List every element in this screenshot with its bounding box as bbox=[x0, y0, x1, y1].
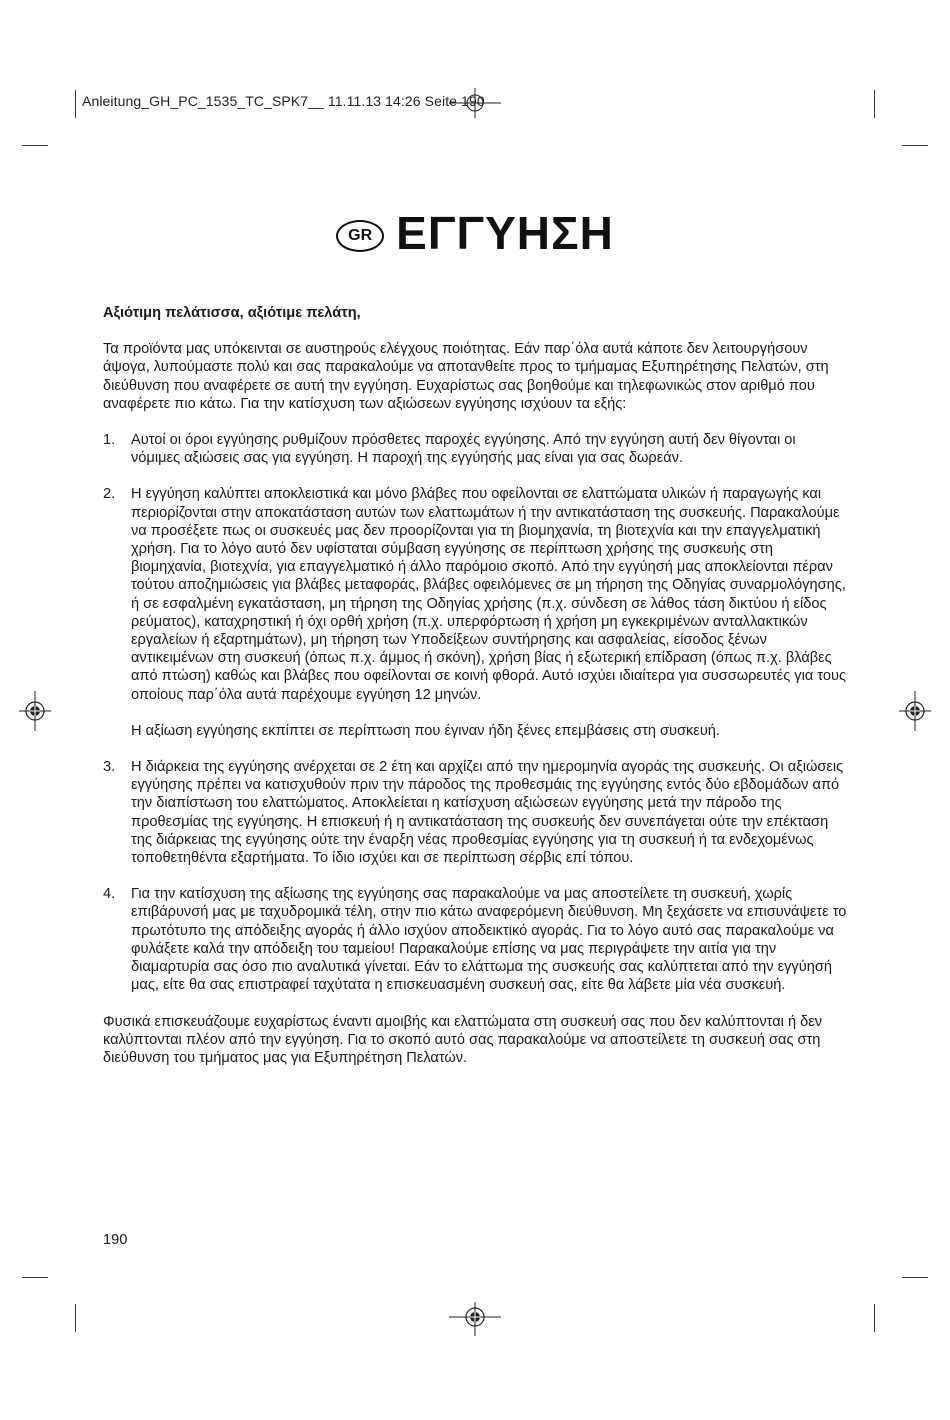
list-item bbox=[103, 885, 848, 994]
item-text: Αυτοί οι όροι εγγύησης ρυθμίζουν πρόσθετες παροχές εγγύησης. Από την εγγύηση αυτή δεν θίγονται οι νόμιμες αξιώσεις σας για εγγύηση. Η παροχή της εγγύησής μας είναι για σας δωρεάν. bbox=[131, 432, 796, 467]
crop-mark-top-right-h bbox=[902, 145, 928, 146]
page-title: ΕΓΓΥΗΣΗ bbox=[396, 207, 614, 259]
list-item bbox=[103, 485, 848, 740]
crop-mark-bottom-left bbox=[75, 1304, 76, 1332]
item-text: Η διάρκεια της εγγύησης ανέρχεται σε 2 έτη και αρχίζει από την ημερομηνία αγοράς της συσκευής. Οι αξιώσεις εγγύησης πρέπει να κατισχυθούν πριν την πάροδος της προθεσμάις της εγγύησης εντός δύο εβδομάδων από την διαπίστωση του ελαττώματος. Αποκλείεται η κατίσχυση αξιώσεων εγγύησης μετά την πάροδο της προθεσμίας της εγγύησης. Η επισκευή ή η αντικατάσταση της συσκευής δεν συνεπάγεται ούτε την επέκταση της διάρκειας της εγγύησης ούτε την έναρξη νέας προθεσμίας εγγύησης για τη συσκευή ή τα ενδεχομένως τοποθετηθέντα εξαρτήματα. Το ίδιο ισχύει και σε περίπτωση σέρβις επί τόπου. bbox=[131, 759, 844, 867]
crop-mark-bottom-right bbox=[874, 1304, 875, 1332]
print-slug: Anleitung_GH_PC_1535_TC_SPK7__ 11.11.13 14:26 Seite 190 bbox=[82, 93, 485, 109]
crop-mark-bottom-right-h bbox=[902, 1277, 928, 1278]
closing-paragraph: Φυσικά επισκευάζουμε ευχαρίστως έναντι αμοιβής και ελαττώματα στη συσκευή σας που δεν καλύπτονται ή δεν καλύπτονται πλέον από την εγγύηση. Για το σκοπό αυτό σας παρακαλούμε να αποστείλετε τη συσκευή σας στη διεύθυνση του τμήματος μας για Εξυπηρέτηση Πελατών. bbox=[103, 1013, 823, 1066]
document-body bbox=[103, 304, 848, 1085]
registration-mark-bottom-icon bbox=[449, 1302, 501, 1336]
country-badge: GR bbox=[336, 220, 384, 252]
page-number: 190 bbox=[103, 1232, 128, 1248]
warranty-terms-list bbox=[103, 431, 848, 994]
item-number: 1. bbox=[103, 432, 116, 449]
crop-mark-top-left-h bbox=[22, 145, 48, 146]
list-item bbox=[103, 431, 848, 467]
greeting: Αξιότιμη πελάτισσα, αξιότιμε πελάτη, bbox=[103, 305, 361, 321]
crop-mark-top-right bbox=[874, 90, 875, 118]
crop-mark-top-left bbox=[75, 90, 76, 118]
item-number: 4. bbox=[103, 886, 116, 903]
item-number: 2. bbox=[103, 486, 116, 503]
crop-mark-bottom-left-h bbox=[22, 1277, 48, 1278]
registration-mark-left-icon bbox=[19, 691, 51, 731]
registration-mark-right-icon bbox=[899, 691, 931, 731]
list-item bbox=[103, 758, 848, 867]
item-text: Η εγγύηση καλύπτει αποκλειστικά και μόνο βλάβες που οφείλονται σε ελαττώματα υλικών ή παραγωγής και περιορίζονται στην αποκατάσταση αυτών των ελαττωμάτων ή την αντικατάσταση της συσκευής. Παρακαλούμε να προσέξετε πως οι συσκευές μας δεν προορίζονται για τη βιομηχανία, τη βιοτεχνία και την επαγγελματική χρήση. Για το λόγο αυτό δεν υφίσταται σύμβαση εγγύησης σε περίπτωση χρήσης της συσκευής στη βιομηχανία, βιοτεχνία, για επαγγελματικό ή άλλο παρόμοιο σκοπό. Από την εγγύησή μας αποκλείονται πέραν τούτου αποζημιώσεις για βλάβες μεταφοράς, βλάβες οφειλόμενες σε μη τήρηση της Οδηγίας συναρμολόγησης, ή σε εσφαλμένη εγκατάσταση, μη τήρηση της Οδηγίας χρήσης (π.χ. σύνδεση σε λάθος τάση δικτύου ή είδος ρεύματος), καταχρηστική ή όχι ορθή χρήση (π.χ. υπερφόρτωση ή χρήση μη εγκεκριμένων ανταλλακτικών εργαλείων ή εξαρτημάτων), μη τήρηση των Υποδείξεων συντήρησης και ασφαλείας, είσοδος ξένων αντικειμένων στη συσκευή (όπως π.χ. άμμος ή σκόνη), χρήση βίας ή εξωτερική επίδραση (όπως π.χ. βλάβες από πτώση) καθώς και βλάβες που οφείλονται σε κοινή φθορά. Αυτό ισχύει ιδιαίτερα για συσσωρευτές για τους οποίους παρ΄όλα αυτά παρέχουμε εγγύηση 12 μηνών. bbox=[131, 486, 846, 703]
item-subparagraph: Η αξίωση εγγύησης εκπίπτει σε περίπτωση που έγιναν ήδη ξένες επεμβάσεις στη συσκευή. bbox=[131, 722, 720, 739]
registration-mark-top-icon bbox=[449, 88, 501, 118]
item-number: 3. bbox=[103, 759, 116, 776]
page-header bbox=[0, 206, 950, 260]
item-text: Για την κατίσχυση της αξίωσης της εγγύησης σας παρακαλούμε να μας αποστείλετε τη συσκευή, χωρίς επιβάρυνσή μας με ταχυδρομικά τέλη, στην πιο κάτω αναφερόμενη διεύθυνση. Μη ξεχάσετε να επισυνάψετε το πρωτότυπο της απόδειξης αγοράς ή άλλο ισχύον αποδεικτικό αγοράς. Για το λόγο αυτό σας παρακαλούμε να φυλάξετε καλά την απόδειξη του ταμείου! Παρακαλούμε επίσης να μας περιγράψετε την αιτία για την διαμαρτυρία σας όσο πιο αναλυτικά γίνεται. Εάν το ελάττωμα της συσκευής σας καλύπτεται από την εγγύησή μας, είτε θα σας επιστραφεί ταχύτατα η επισκευασμένη συσκευή σας, είτε θα λάβετε μία νέα συσκευή. bbox=[131, 886, 847, 994]
intro-paragraph: Τα προϊόντα μας υπόκεινται σε αυστηρούς ελέγχους ποιότητας. Εάν παρ΄όλα αυτά κάποτε δεν λειτουργήσουν άψογα, λυπούμαστε πολύ και σας παρακαλούμε να αποτανθείτε προς το τμήμαμας Εξυπηρέτησης Πελατών, στη διεύθυνση που αναφέρετε σε αυτή την εγγύηση. Ευχαρίστως σας βοηθούμε και τηλεφωνικώς στον αριθμό που αναφέρετε πιο κάτω. Για την κατίσχυση των αξιώσεων εγγύησης ισχύουν τα εξής: bbox=[103, 341, 829, 412]
